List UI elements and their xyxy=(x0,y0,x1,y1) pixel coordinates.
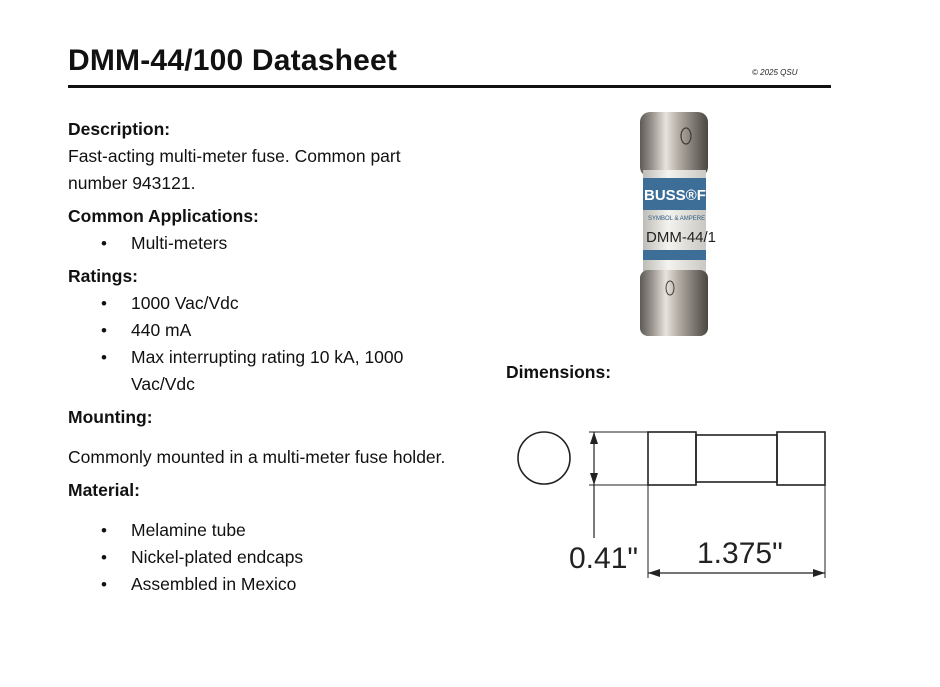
top-endcap xyxy=(640,112,708,177)
fuse-part-text: DMM-44/1 xyxy=(646,229,717,246)
mounting-heading: Mounting: xyxy=(68,407,153,427)
bullet-icon: • xyxy=(101,348,107,367)
bullet-icon: • xyxy=(101,575,107,594)
description-heading: Description: xyxy=(68,119,171,139)
list-item: • 1000 Vac/Vdc xyxy=(68,290,448,317)
bullet-icon: • xyxy=(101,548,107,567)
fuse-subtext: SYMBOL & AMPERE xyxy=(648,216,706,222)
list-item: • Assembled in Mexico xyxy=(68,571,448,598)
mounting-text: Commonly mounted in a multi-meter fuse holder. xyxy=(68,447,446,467)
left-endcap-outline xyxy=(648,432,696,485)
end-view-circle xyxy=(518,432,570,484)
title-rule xyxy=(68,85,831,88)
ratings-heading: Ratings: xyxy=(68,266,138,286)
right-endcap-outline xyxy=(777,432,825,485)
fuse-photo xyxy=(630,108,737,343)
applications-list xyxy=(68,230,448,257)
list-item: • Nickel-plated endcaps xyxy=(68,544,448,571)
bottom-endcap xyxy=(640,270,708,336)
material-heading: Material: xyxy=(68,480,140,500)
description-text: Fast-acting multi-meter fuse. Common part number 943121. xyxy=(68,146,401,193)
applications-heading: Common Applications: xyxy=(68,206,259,226)
list-item: • 440 mA xyxy=(68,317,448,344)
fuse-brand-text: BUSS®FUSE xyxy=(644,187,737,204)
bullet-icon: • xyxy=(101,521,107,540)
length-label: 1.375" xyxy=(697,537,783,570)
page-title: DMM-44/100 Datasheet xyxy=(68,44,398,77)
copyright-notice: © 2025 QSU xyxy=(752,68,798,77)
dimension-drawing xyxy=(505,420,840,585)
list-item: • Max interrupting rating 10 kA, 1000 Vac/Vdc xyxy=(68,344,448,398)
bullet-icon: • xyxy=(101,234,107,253)
spec-column xyxy=(68,116,448,598)
list-item: • Melamine tube xyxy=(68,517,448,544)
diameter-label: 0.41" xyxy=(569,542,639,575)
bullet-icon: • xyxy=(101,321,107,340)
list-item: • Multi-meters xyxy=(68,230,448,257)
ratings-list xyxy=(68,290,448,398)
bullet-icon: • xyxy=(101,294,107,313)
dimensions-heading: Dimensions: xyxy=(506,362,612,382)
material-list xyxy=(68,517,448,598)
tube-outline xyxy=(696,435,777,482)
